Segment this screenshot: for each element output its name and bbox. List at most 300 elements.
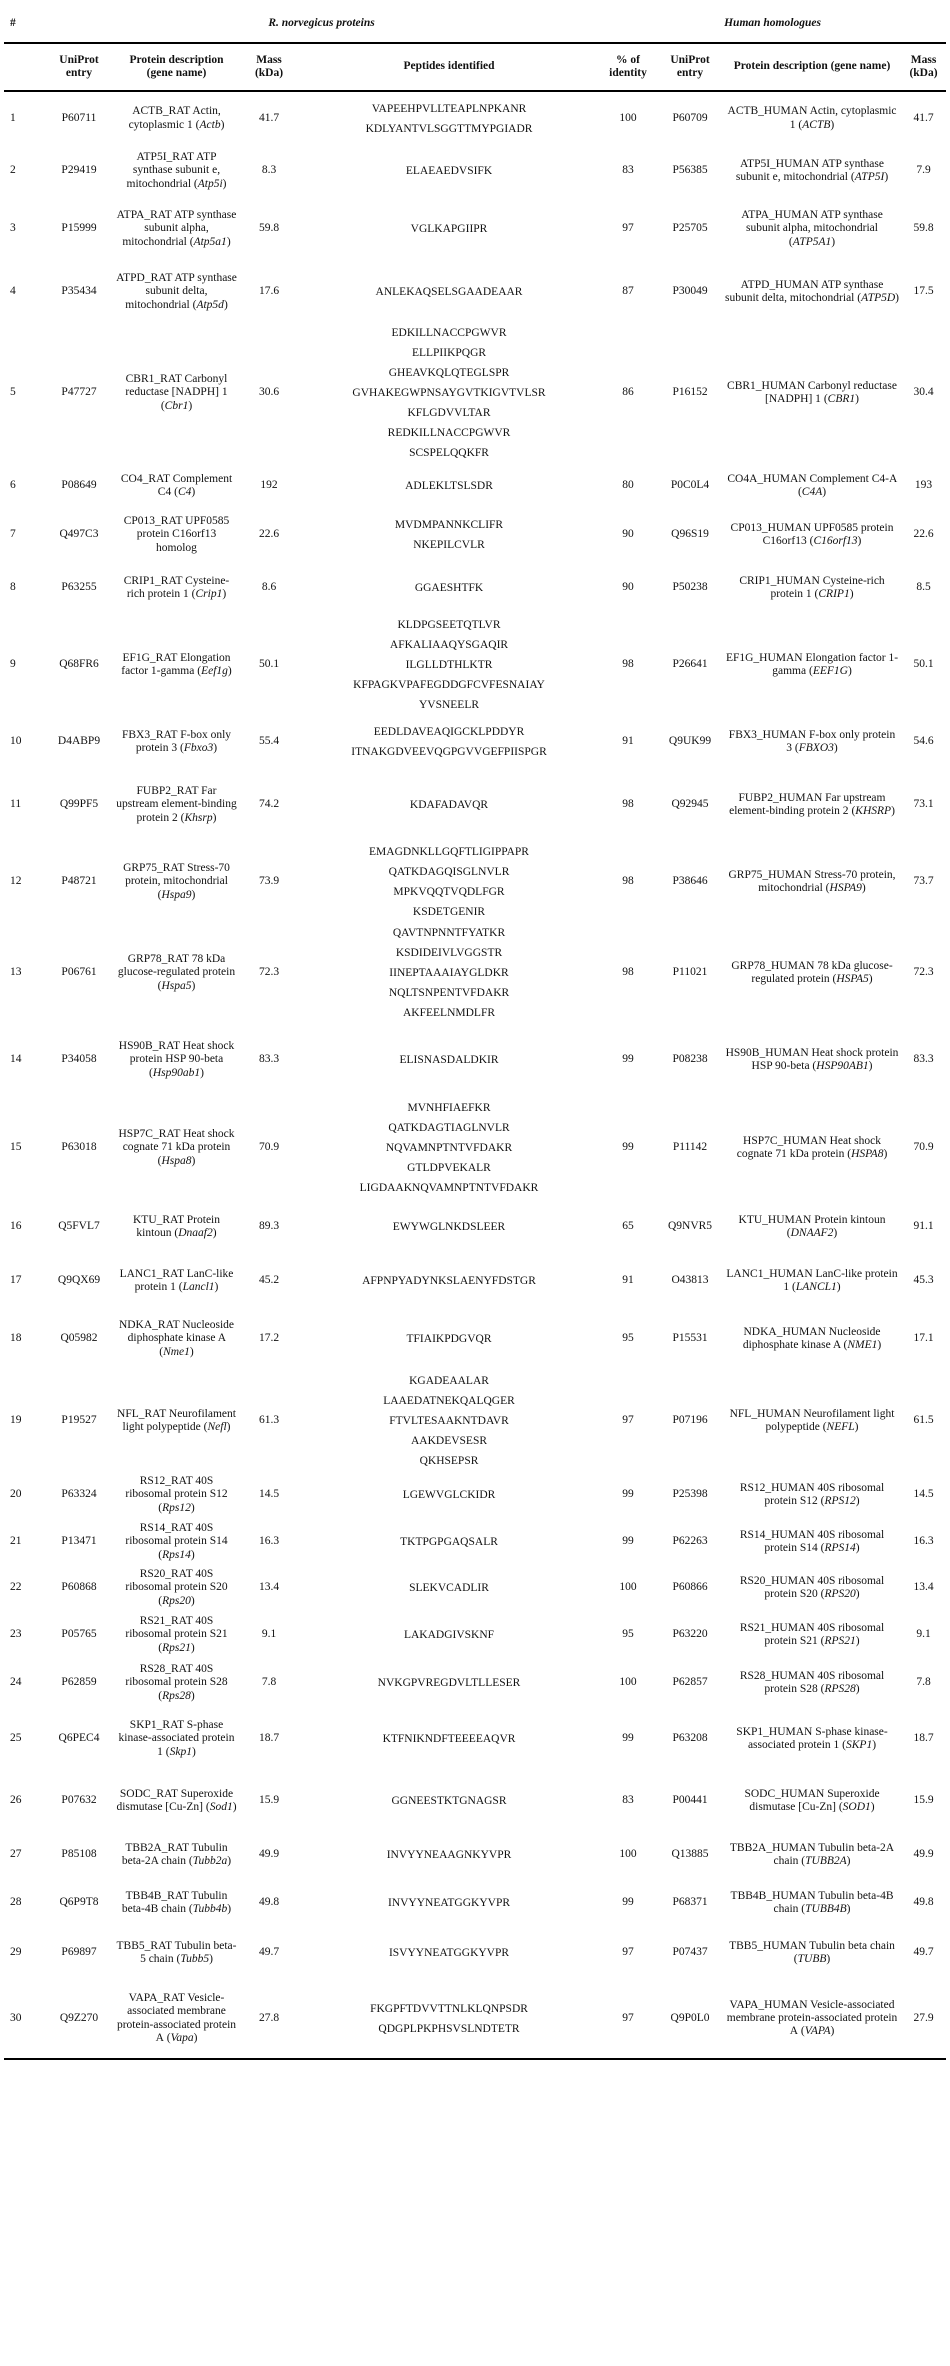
table-row — [4, 1307, 946, 1371]
peptide: YVSNEELR — [418, 699, 480, 711]
human-mass: 50.1 — [913, 658, 934, 671]
peptides-list — [299, 561, 599, 615]
gene-name: Sod1 — [209, 1801, 233, 1813]
gene-name: Atp5i — [197, 177, 223, 190]
rat-uniprot-entry: P69897 — [61, 1946, 97, 1959]
human-protein-description-text: TBB5_HUMAN Tubulin beta chain — [729, 1939, 895, 1952]
identity-percent: 91 — [622, 735, 634, 748]
rat-group-title: R. norvegicus proteins — [44, 6, 599, 43]
human-uniprot-entry: Q96S19 — [671, 528, 709, 541]
human-protein-description-text: ATPA_HUMAN ATP synthase subunit alpha, mitochondrial — [741, 209, 883, 235]
human-uniprot-entry: P62857 — [672, 1676, 708, 1689]
peptides-list — [299, 1023, 599, 1097]
human-protein-description-text: TBB4B_HUMAN Tubulin beta-4B chain — [730, 1889, 894, 1915]
human-protein-description: RS21_HUMAN 40S ribosomal protein S21 (RPS21) — [739, 1621, 885, 1647]
row-number: 28 — [10, 1896, 22, 1909]
peptide: REDKILLNACCPGWVR — [387, 427, 511, 439]
human-protein-description: CO4A_HUMAN Complement C4-A (C4A) — [727, 472, 897, 498]
rat-protein-description: RS14_RAT 40S ribosomal protein S14 (Rps14) — [125, 1522, 228, 1561]
peptide: INVYYNEAAGNKYVPR — [386, 1849, 512, 1861]
gene-name: Hspa9 — [161, 888, 192, 901]
gene-name: Nefl — [207, 1421, 227, 1433]
human-protein-description: ATPD_HUMAN ATP synthase subunit delta, mitochondrial (ATP5D) — [725, 278, 900, 304]
human-protein-description-text: ATPD_HUMAN ATP synthase subunit delta, mitochondrial — [725, 278, 884, 304]
peptide: AAKDEVSESR — [410, 1435, 488, 1447]
rat-protein-description: TBB4B_RAT Tubulin beta-4B chain (Tubb4b) — [121, 1889, 232, 1915]
table-row — [4, 145, 946, 197]
rat-uniprot-entry: P85108 — [61, 1848, 97, 1861]
human-uniprot-entry: P50238 — [672, 581, 708, 594]
human-protein-description-text: SKP1_HUMAN S-phase kinase-associated protein 1 — [736, 1725, 888, 1751]
peptide: LAKADGIVSKNF — [403, 1629, 495, 1641]
human-uniprot-entry: P08238 — [672, 1053, 708, 1066]
table-row — [4, 1707, 946, 1771]
human-mass: 73.1 — [913, 798, 934, 811]
human-protein-description-text: RS14_HUMAN 40S ribosomal protein S14 — [739, 1528, 885, 1554]
peptide: MVNHFIAEFKR — [407, 1102, 491, 1114]
human-mass: 7.9 — [916, 164, 931, 177]
gene-name: C4 — [177, 486, 192, 498]
human-uniprot-entry: P07437 — [672, 1946, 708, 1959]
gene-name: Skp1 — [169, 1745, 192, 1758]
identity-percent: 99 — [622, 1141, 634, 1154]
human-uniprot-entry: P68371 — [672, 1896, 708, 1909]
rat-protein-description: FUBP2_RAT Far upstream element-binding protein 2 (Khsrp) — [116, 785, 237, 824]
rat-mass: 8.6 — [261, 581, 277, 594]
human-protein-description: CP013_HUMAN UPF0585 protein C16orf13 (C16orf13) — [730, 521, 894, 547]
rat-mass: 72.3 — [258, 966, 280, 979]
rat-uniprot-entry: Q9QX69 — [57, 1274, 101, 1287]
peptide: NVKGPVREGDVLTLLESER — [377, 1677, 521, 1689]
human-protein-description: TBB4B_HUMAN Tubulin beta-4B chain (TUBB4B) — [730, 1889, 894, 1915]
gene-name: Rps12 — [162, 1501, 191, 1514]
peptides-list — [299, 615, 599, 715]
human-uniprot-entry: P25398 — [672, 1488, 708, 1501]
human-mass: 49.9 — [913, 1848, 934, 1861]
rat-protein-description-text: KTU_RAT Protein kintoun — [133, 1213, 220, 1239]
rat-protein-description: GRP78_RAT 78 kDa glucose-regulated protein (Hspa5) — [117, 953, 236, 992]
peptides-list — [299, 1199, 599, 1255]
table-row — [4, 561, 946, 615]
human-mass: 54.6 — [913, 735, 934, 748]
human-mass: 13.4 — [913, 1581, 934, 1594]
peptides-list — [299, 1771, 599, 1831]
row-number: 24 — [10, 1676, 22, 1689]
rat-uniprot-entry: Q68FR6 — [59, 658, 99, 671]
human-mass: 15.9 — [913, 1794, 934, 1807]
group-header-row — [4, 6, 946, 43]
rat-protein-description: GRP75_RAT Stress-70 protein, mitochondrial (Hspa9) — [123, 862, 230, 901]
index-header: # — [4, 6, 44, 43]
gene-name: HSPA9 — [829, 882, 862, 894]
peptides-list — [299, 923, 599, 1023]
rat-mass: 15.9 — [258, 1794, 280, 1807]
peptide: QKHSEPSR — [419, 1455, 479, 1467]
human-mass: 17.1 — [913, 1332, 934, 1345]
human-protein-description: ATPA_HUMAN ATP synthase subunit alpha, mitochondrial (ATP5A1) — [741, 209, 883, 248]
human-protein-description-text: ACTB_HUMAN Actin, cytoplasmic 1 — [727, 105, 897, 131]
rat-protein-description: NFL_RAT Neurofilament light polypeptide (Nefl) — [117, 1407, 236, 1433]
row-number: 10 — [10, 735, 22, 748]
identity-percent: 90 — [622, 581, 634, 594]
peptide: SLEKVCADLIR — [409, 1582, 489, 1594]
gene-name: RPS21 — [824, 1635, 856, 1647]
rat-protein-description-text: ATPD_RAT ATP synthase subunit delta, mitochondrial — [116, 272, 237, 311]
peptide: FTVLTESAAKNTDAVR — [389, 1415, 509, 1427]
human-protein-description-text: CBR1_HUMAN Carbonyl reductase [NADPH] 1 — [727, 379, 897, 405]
peptide: AKFEELNMDLFR — [403, 1007, 496, 1019]
rat-mass: 49.9 — [258, 1848, 280, 1861]
protein-table — [4, 6, 946, 2060]
peptides-list — [299, 145, 599, 197]
row-number: 13 — [10, 966, 22, 979]
peptide: EWYWGLNKDSLEER — [392, 1221, 506, 1233]
rat-mass: 45.2 — [258, 1274, 280, 1287]
peptides-list — [299, 841, 599, 923]
human-mass: 22.6 — [913, 528, 934, 541]
rat-protein-description: CBR1_RAT Carbonyl reductase [NADPH] 1 (Cbr1) — [125, 373, 228, 412]
human-uniprot-entry: P07196 — [672, 1414, 708, 1427]
human-protein-description: GRP78_HUMAN 78 kDa glucose-regulated protein (HSPA5) — [731, 959, 893, 985]
human-mass: 49.8 — [913, 1896, 934, 1909]
human-uniprot-entry: P16152 — [672, 386, 708, 399]
rat-protein-description-text: CBR1_RAT Carbonyl reductase [NADPH] 1 — [125, 373, 228, 399]
gene-name: Actb — [199, 118, 221, 131]
row-number: 15 — [10, 1141, 22, 1154]
row-number: 3 — [10, 222, 16, 235]
human-protein-description-text: HS90B_HUMAN Heat shock protein HSP 90-beta — [725, 1046, 899, 1072]
rat-protein-description: RS21_RAT 40S ribosomal protein S21 (Rps21) — [125, 1615, 228, 1654]
gene-name: ATP5D — [861, 292, 896, 304]
rat-uniprot-entry: P47727 — [61, 386, 97, 399]
peptides-list — [299, 1927, 599, 1979]
gene-name: SOD1 — [842, 1801, 871, 1813]
human-protein-description: ATP5I_HUMAN ATP synthase subunit e, mitochondrial (ATP5I) — [735, 157, 889, 183]
rat-mass: 27.8 — [239, 1979, 299, 2059]
human-mass: 61.5 — [913, 1414, 934, 1427]
table-row — [4, 1771, 946, 1831]
row-number: 7 — [10, 528, 16, 541]
human-protein-description: FUBP2_HUMAN Far upstream element-binding protein 2 (KHSRP) — [729, 791, 895, 817]
human-uniprot-entry: P30049 — [672, 285, 708, 298]
table-header — [4, 6, 946, 91]
human-mass: 73.7 — [913, 875, 934, 888]
peptide: GVHAKEGWPNSAYGVTKIGVTVLSR — [352, 387, 546, 399]
human-protein-description: ACTB_HUMAN Actin, cytoplasmic 1 (ACTB) — [727, 105, 897, 131]
peptide: VGLKAPGIIPR — [410, 223, 488, 235]
human-mass: 8.5 — [916, 581, 931, 594]
human-uniprot-entry: P62263 — [672, 1535, 708, 1548]
rat-protein-description: ATPD_RAT ATP synthase subunit delta, mitochondrial (Atp5d) — [116, 272, 237, 311]
rat-protein-description-text: FUBP2_RAT Far upstream element-binding protein 2 — [116, 785, 237, 824]
identity-percent: 95 — [622, 1332, 634, 1345]
peptide: MPKVQQTVQDLFGR — [393, 886, 505, 898]
row-number: 17 — [10, 1274, 22, 1287]
human-protein-description: FBX3_HUMAN F-box only protein 3 (FBXO3) — [728, 728, 896, 754]
peptides-list — [299, 1307, 599, 1371]
table-row — [4, 197, 946, 261]
rat-protein-description — [114, 509, 239, 561]
gene-name: Atp5a1 — [193, 235, 227, 248]
identity-percent: 86 — [622, 386, 634, 399]
human-protein-description: RS20_HUMAN 40S ribosomal protein S20 (RPS20) — [739, 1574, 885, 1600]
gene-name: Rps20 — [162, 1594, 191, 1607]
gene-name: Hspa5 — [161, 979, 192, 992]
table-row — [4, 1199, 946, 1255]
gene-name: TUBB — [797, 1953, 827, 1965]
human-protein-description: NDKA_HUMAN Nucleoside diphosphate kinase A (NME1) — [742, 1325, 882, 1351]
row-number: 16 — [10, 1220, 22, 1233]
rat-mass: 192 — [260, 479, 278, 492]
human-protein-description-text: FUBP2_HUMAN Far upstream element-binding protein 2 — [729, 791, 886, 817]
human-uniprot-entry: Q13885 — [671, 1848, 709, 1861]
peptides-list — [299, 1097, 599, 1199]
human-protein-description-text: GRP75_HUMAN Stress-70 protein, mitochondrial — [728, 868, 896, 894]
human-protein-description-text: TBB2A_HUMAN Tubulin beta-2A chain — [729, 1841, 895, 1867]
rat-uniprot-entry: Q6PEC4 — [58, 1732, 100, 1745]
rat-mass: 22.6 — [258, 528, 280, 541]
rat-protein-description-text: EF1G_RAT Elongation factor 1-gamma — [121, 651, 231, 677]
row-number: 6 — [10, 479, 16, 492]
gene-name: HSPA5 — [836, 973, 869, 985]
human-protein-description-text: KTU_HUMAN Protein kintoun — [738, 1213, 886, 1226]
peptide: TKTPGPGAQSALR — [400, 1536, 498, 1548]
gene-name: KHSRP — [855, 805, 892, 817]
human-mass: 49.7 — [913, 1946, 934, 1959]
peptide: ILGLLDTHLKTR — [405, 659, 493, 671]
peptides-list — [299, 1831, 599, 1879]
gene-name: ATP5I — [854, 171, 885, 183]
identity-percent: 99 — [622, 1535, 634, 1548]
gene-name: EEF1G — [812, 665, 848, 677]
human-protein-description: KTU_HUMAN Protein kintoun (DNAAF2) — [738, 1213, 886, 1239]
rat-protein-description-text: RS28_RAT 40S ribosomal protein S28 — [125, 1663, 228, 1689]
gene-name: CRIP1 — [818, 588, 850, 600]
peptides-list — [299, 463, 599, 509]
table-row — [4, 463, 946, 509]
rat-uniprot-entry: P63018 — [61, 1141, 97, 1154]
gene-name: FBXO3 — [798, 742, 834, 754]
table-row — [4, 1023, 946, 1097]
rat-protein-description: ACTB_RAT Actin, cytoplasmic 1 (Actb) — [128, 105, 225, 131]
peptide: QATKDAGTIAGLNVLR — [388, 1122, 510, 1134]
rat-mass: 55.4 — [258, 735, 280, 748]
peptide: KDLYANTVLSGGTTMYPGIADR — [365, 122, 533, 135]
human-protein-description-text: RS21_HUMAN 40S ribosomal protein S21 — [739, 1621, 885, 1647]
gene-name: RPS12 — [824, 1495, 856, 1507]
peptide: KDAFADAVQR — [409, 799, 489, 811]
rat-mass: 70.9 — [258, 1141, 280, 1154]
peptide: KSDIDEIVLVGGSTR — [395, 947, 503, 959]
table-row — [4, 841, 946, 923]
peptide: FKGPFTDVVTTNLKLQNPSDR — [370, 2002, 528, 2015]
human-protein-description-text: EF1G_HUMAN Elongation factor 1-gamma — [725, 651, 899, 677]
rat-desc-header: Protein description (gene name) — [114, 43, 239, 91]
peptides-list — [299, 1255, 599, 1307]
identity-percent: 100 — [619, 1676, 637, 1689]
peptides-list — [299, 769, 599, 841]
peptide: KFLGDVVLTAR — [407, 407, 491, 419]
human-protein-description: LANC1_HUMAN LanC-like protein 1 (LANCL1) — [726, 1267, 898, 1293]
human-protein-description-text: RS20_HUMAN 40S ribosomal protein S20 — [739, 1574, 885, 1600]
rat-protein-description-text: NFL_RAT Neurofilament light polypeptide — [117, 1407, 236, 1433]
rat-protein-description: KTU_RAT Protein kintoun (Dnaaf2) — [133, 1213, 220, 1239]
human-protein-description: CBR1_HUMAN Carbonyl reductase [NADPH] 1 (CBR1) — [727, 379, 897, 405]
rat-protein-description-text: SODC_RAT Superoxide dismutase [Cu-Zn] — [116, 1787, 234, 1813]
table-row — [4, 1255, 946, 1307]
rat-protein-description-text: RS14_RAT 40S ribosomal protein S14 — [125, 1522, 228, 1548]
peptide: SCSPELQQKFR — [409, 447, 489, 459]
human-mass: 72.3 — [913, 966, 934, 979]
peptide: INVYYNEATGGKYVPR — [387, 1897, 511, 1909]
gene-name: VAPA — [804, 2025, 831, 2038]
human-entry-header: UniProt entry — [657, 43, 723, 91]
gene-name: Crip1 — [195, 588, 223, 600]
gene-name: Fbxo3 — [183, 742, 214, 754]
rat-mass: 50.1 — [258, 658, 280, 671]
rat-mass: 83.3 — [258, 1053, 280, 1066]
row-number: 22 — [10, 1581, 22, 1594]
human-uniprot-entry: Q9UK99 — [668, 735, 712, 748]
human-protein-description: GRP75_HUMAN Stress-70 protein, mitochondrial (HSPA9) — [728, 868, 896, 894]
identity-percent: 100 — [619, 111, 637, 124]
row-number: 2 — [10, 164, 16, 177]
table-row — [4, 1879, 946, 1927]
human-mass: 193 — [914, 479, 933, 492]
gene-name: RPS14 — [824, 1542, 856, 1554]
human-uniprot-entry: P25705 — [672, 222, 708, 235]
human-group-title: Human homologues — [599, 6, 946, 43]
human-uniprot-entry: P63208 — [672, 1732, 708, 1745]
identity-percent: 99 — [622, 1488, 634, 1501]
row-number: 5 — [10, 386, 16, 399]
rat-protein-description: VAPA_RAT Vesicle-associated membrane protein-associated protein A (Vapa) — [114, 1979, 239, 2059]
table-row — [4, 1659, 946, 1707]
rat-mass: 9.1 — [261, 1628, 277, 1641]
rat-protein-description: RS20_RAT 40S ribosomal protein S20 (Rps20) — [125, 1568, 228, 1607]
peptides-list — [299, 1519, 599, 1565]
row-number: 30 — [4, 1979, 44, 2059]
human-mass: 27.9 — [901, 1979, 946, 2059]
human-uniprot-entry: P26641 — [672, 658, 708, 671]
peptides-list — [299, 1979, 599, 2059]
identity-percent: 100 — [619, 1848, 637, 1861]
peptides-list — [299, 1471, 599, 1519]
human-protein-description: HSP7C_HUMAN Heat shock cognate 71 kDa protein (HSPA8) — [736, 1134, 888, 1160]
table-row — [4, 261, 946, 323]
rat-protein-description-text: SKP1_RAT S-phase kinase-associated protein 1 — [118, 1719, 235, 1758]
peptide: ELISNASDALDKIR — [399, 1054, 499, 1066]
table-row — [4, 1979, 946, 2059]
human-protein-description-text: CRIP1_HUMAN Cysteine-rich protein 1 — [739, 574, 885, 600]
peptide: QDGPLPKPHSVSLNDTETR — [378, 2022, 520, 2035]
gene-name: ATP5A1 — [792, 235, 832, 248]
rat-mass: 7.8 — [261, 1676, 277, 1689]
gene-name: ACTB — [802, 118, 831, 131]
gene-name: Tubb2a — [192, 1855, 228, 1867]
table-row — [4, 769, 946, 841]
rat-mass: 74.2 — [258, 798, 280, 811]
human-uniprot-entry: Q9P0L0 — [657, 1979, 723, 2059]
rat-uniprot-entry: Q6P9T8 — [59, 1896, 99, 1909]
gene-name: Rps14 — [162, 1548, 191, 1561]
gene-name: Tubb5 — [180, 1953, 210, 1965]
identity-percent: 98 — [622, 966, 634, 979]
rat-uniprot-entry: P05765 — [61, 1628, 97, 1641]
gene-name: C16orf13 — [813, 535, 858, 547]
rat-protein-description: TBB5_RAT Tubulin beta-5 chain (Tubb5) — [116, 1939, 237, 1965]
gene-name: Hsp90ab1 — [152, 1066, 201, 1079]
peptides-list — [299, 1659, 599, 1707]
table-row — [4, 1371, 946, 1471]
peptides-list — [299, 323, 599, 463]
identity-percent: 100 — [619, 1581, 637, 1594]
peptide: TFIAIKPDGVQR — [406, 1333, 492, 1345]
human-protein-description: EF1G_HUMAN Elongation factor 1-gamma (EEF1G) — [725, 651, 899, 677]
peptide: AFKALIAAQYSGAQIR — [389, 639, 509, 651]
human-protein-description: TBB5_HUMAN Tubulin beta chain (TUBB) — [729, 1939, 895, 1965]
peptide: LIGDAAKNQVAMNPTNTVFDAKR — [359, 1182, 539, 1194]
identity-percent: 80 — [622, 479, 634, 492]
peptide: NQVAMNPTNTVFDAKR — [385, 1142, 513, 1154]
peptide: GGNEESTKTGNAGSR — [391, 1795, 507, 1807]
peptides-header: Peptides identified — [299, 43, 599, 91]
table-row — [4, 1831, 946, 1879]
peptides-list — [299, 91, 599, 145]
human-uniprot-entry: P63220 — [672, 1628, 708, 1641]
peptides-list — [299, 1879, 599, 1927]
human-uniprot-entry: P60709 — [672, 111, 708, 124]
peptide: VAPEEHPVLLTEAPLNPKANR — [371, 102, 527, 115]
human-protein-description-text: NFL_HUMAN Neurofilament light polypeptide — [729, 1407, 895, 1433]
human-uniprot-entry: P15531 — [672, 1332, 708, 1345]
row-number: 23 — [10, 1628, 22, 1641]
gene-name: NME1 — [847, 1339, 878, 1351]
human-mass: 16.3 — [913, 1535, 934, 1548]
peptide: EMAGDNKLLGQFTLIGIPPAPR — [369, 846, 529, 858]
rat-uniprot-entry: P19527 — [61, 1414, 97, 1427]
peptides-list — [299, 1371, 599, 1471]
rat-protein-description: HS90B_RAT Heat shock protein HSP 90-beta (Hsp90ab1) — [118, 1040, 235, 1079]
human-mass: 45.3 — [913, 1274, 934, 1287]
rat-protein-description-text: HSP7C_RAT Heat shock cognate 71 kDa protein — [118, 1128, 235, 1154]
identity-percent: 90 — [622, 528, 634, 541]
row-number: 21 — [10, 1535, 22, 1548]
rat-mass: 8.3 — [261, 164, 277, 177]
human-protein-description: RS12_HUMAN 40S ribosomal protein S12 (RPS12) — [739, 1481, 885, 1507]
identity-percent: 99 — [622, 1732, 634, 1745]
gene-name: Nme1 — [163, 1345, 190, 1358]
human-protein-description: HS90B_HUMAN Heat shock protein HSP 90-beta (HSP90AB1) — [725, 1046, 899, 1072]
identity-percent: 83 — [622, 164, 634, 177]
human-uniprot-entry: P11142 — [672, 1141, 708, 1154]
human-protein-description: SKP1_HUMAN S-phase kinase-associated protein 1 (SKP1) — [736, 1725, 888, 1751]
rat-protein-description-text: CP013_RAT UPF0585 protein C16orf13 homolog — [123, 515, 230, 554]
peptides-list — [299, 1707, 599, 1771]
rat-protein-description-text: GRP75_RAT Stress-70 protein, mitochondrial — [123, 862, 230, 888]
rat-uniprot-entry: P34058 — [61, 1053, 97, 1066]
peptides-list — [299, 197, 599, 261]
human-protein-description-text: FBX3_HUMAN F-box only protein 3 — [728, 728, 896, 754]
rat-protein-description: RS28_RAT 40S ribosomal protein S28 (Rps28) — [125, 1663, 228, 1702]
peptides-list — [299, 1611, 599, 1659]
peptide: ELLPIIKPQGR — [411, 347, 487, 359]
rat-uniprot-entry: P15999 — [61, 222, 97, 235]
human-protein-description: RS14_HUMAN 40S ribosomal protein S14 (RPS14) — [739, 1528, 885, 1554]
human-uniprot-entry: Q92945 — [671, 798, 709, 811]
rat-protein-description-text: LANC1_RAT LanC-like protein 1 — [119, 1267, 234, 1293]
identity-percent: 91 — [622, 1274, 634, 1287]
